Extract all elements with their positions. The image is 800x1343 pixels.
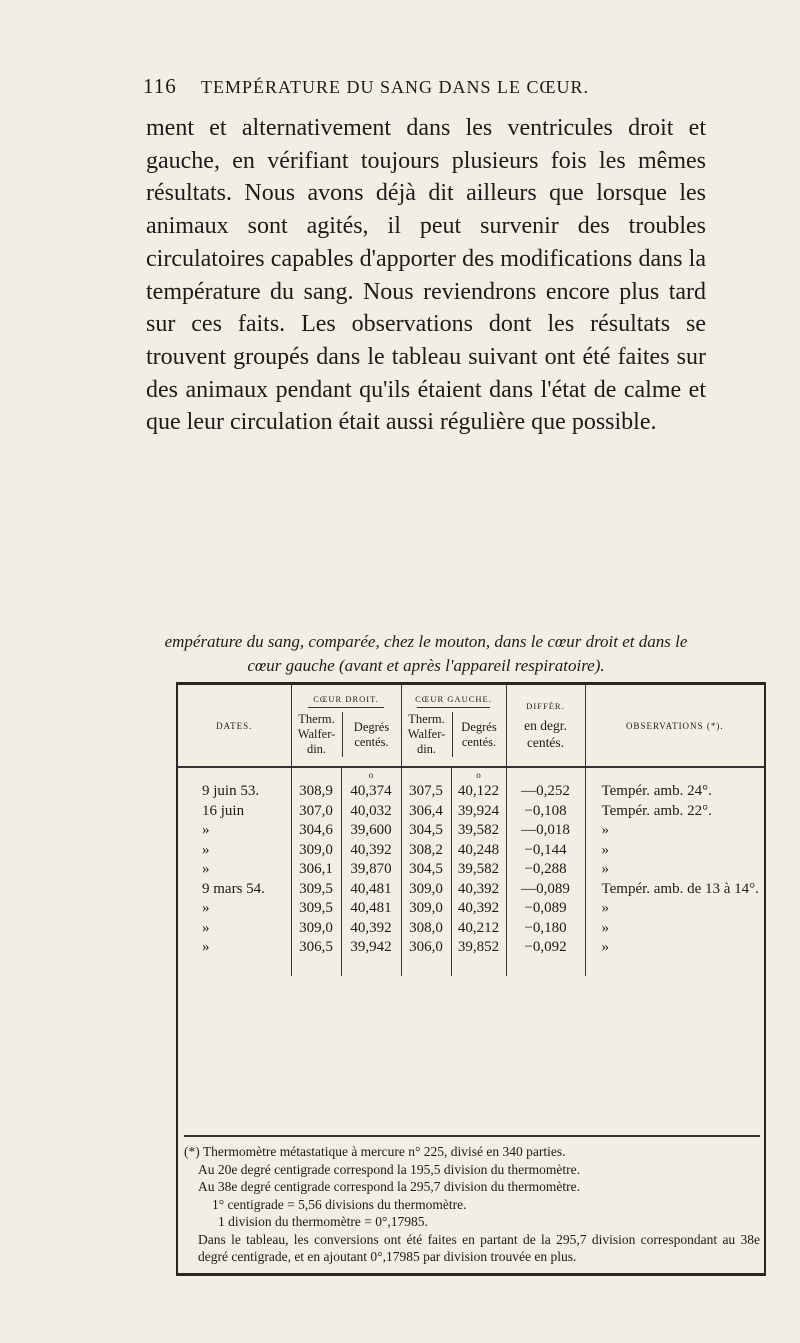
- running-title: TEMPÉRATURE DU SANG DANS LE CŒUR.: [201, 77, 590, 97]
- footnote-line: Dans le tableau, les conversions ont été faites en partant de la 295,7 division correspondant au 38e degré centigrade, et en ajoutant 0°,17985 par division trouvée en plus.: [198, 1231, 760, 1264]
- cell-date: »: [178, 860, 291, 880]
- cell-degres-left: 40,392: [451, 880, 506, 900]
- cell-degres-right: 40,481: [341, 899, 401, 919]
- cell-observation: Tempér. amb. 22°.: [601, 802, 712, 819]
- cell-therm-right: 304,6: [291, 821, 341, 841]
- cell-difference: —0,089: [506, 880, 585, 900]
- cell-observation: Tempér. amb. de 13 à 14°.: [601, 880, 759, 897]
- cell-difference: −0,144: [506, 841, 585, 861]
- footnote-line: (*) Thermomètre métastatique à mercure n° 225, divisé en 340 parties.: [184, 1144, 566, 1159]
- cell-degres-right: 39,600: [341, 821, 401, 841]
- col-group-right-heart: [291, 685, 401, 767]
- cell-observation: »: [601, 939, 609, 955]
- table-caption: empérature du sang, comparée, chez le mouton, dans le cœur droit et dans le cœur gauche (avant et après l'appareil respiratoire).: [164, 632, 688, 675]
- col-header-degres-left: Degrés centés.: [461, 719, 497, 749]
- cell-degres-left: 40,392: [451, 899, 506, 919]
- cell-observation: »: [601, 861, 609, 877]
- group-left-label: CŒUR GAUCHE.: [415, 694, 492, 704]
- cell-therm-right: 308,9: [291, 782, 341, 802]
- table-row: [178, 899, 764, 919]
- table-row: [178, 841, 764, 861]
- cell-degres-right: 40,374: [341, 782, 401, 802]
- cell-therm-left: 304,5: [401, 860, 451, 880]
- cell-difference: —0,252: [506, 782, 585, 802]
- cell-observation: »: [601, 919, 609, 936]
- cell-therm-right: 306,1: [291, 860, 341, 880]
- col-header-observations: OBSERVATIONS (*).: [625, 721, 724, 731]
- cell-date: »: [178, 841, 291, 861]
- table-row: [178, 802, 764, 822]
- table-header-row: [178, 685, 764, 767]
- cell-degres-right: 40,481: [341, 880, 401, 900]
- table-body: [178, 782, 764, 976]
- cell-degres-right: 40,032: [341, 802, 401, 822]
- cell-therm-right: 307,0: [291, 802, 341, 822]
- cell-therm-left: 307,5: [401, 782, 451, 802]
- page-number: 116: [143, 74, 177, 98]
- cell-degres-right: 39,942: [341, 938, 401, 958]
- cell-therm-left: 306,4: [401, 802, 451, 822]
- body-paragraph: ment et alternativement dans les ventricules droit et gauche, en vérifiant toujours plusieurs fois les mêmes résultats. Nous avons déjà dit ailleurs que lorsque les animaux sont agités, il peut survenir des troubles circulatoires capables d'apporter des modifications dans la température du sang. Nous reviendrons encore plus tard sur ces faits. Les observations dont les résultats se trouvent groupés dans le tableau suivant ont été faites sur des animaux pendant qu'ils étaient dans l'état de calme et que leur circulation était aussi régulière que possible.: [146, 115, 706, 436]
- table-footnote: [184, 1135, 760, 1266]
- col-header-dates: DATES.: [178, 685, 291, 767]
- table-row: [178, 782, 764, 802]
- cell-degres-right: 39,870: [341, 860, 401, 880]
- cell-therm-right: 309,5: [291, 899, 341, 919]
- cell-therm-left: 308,2: [401, 841, 451, 861]
- cell-difference: −0,288: [506, 860, 585, 880]
- cell-difference: −0,089: [506, 899, 585, 919]
- cell-degres-left: 39,852: [451, 938, 506, 958]
- cell-therm-left: 309,0: [401, 899, 451, 919]
- group-right-label: CŒUR DROIT.: [313, 694, 379, 704]
- cell-therm-right: 306,5: [291, 938, 341, 958]
- cell-degres-left: 39,582: [451, 860, 506, 880]
- cell-date: »: [178, 919, 291, 939]
- footnote-line: 1 division du thermomètre = 0°,17985.: [218, 1214, 428, 1229]
- col-header-degres-right: Degrés centés.: [353, 719, 390, 749]
- cell-therm-right: 309,0: [291, 919, 341, 939]
- degree-marker-row: [178, 767, 764, 782]
- cell-degres-right: 40,392: [341, 841, 401, 861]
- cell-degres-left: 40,122: [451, 782, 506, 802]
- cell-degres-right: 40,392: [341, 919, 401, 939]
- footnote-line: Au 20e degré centigrade correspond la 195,5 division du thermomètre.: [198, 1161, 581, 1177]
- cell-difference: −0,180: [506, 919, 585, 939]
- cell-therm-left: 309,0: [401, 880, 451, 900]
- cell-date: »: [178, 821, 291, 841]
- footnote-line: 1° centigrade = 5,56 divisions du thermomètre.: [212, 1196, 467, 1212]
- table-bottom-padding: [178, 958, 764, 976]
- data-table-frame: [176, 682, 766, 1276]
- cell-date: »: [178, 899, 291, 919]
- cell-date: »: [178, 938, 291, 958]
- temperature-table: [178, 685, 764, 976]
- cell-degres-left: 39,924: [451, 802, 506, 822]
- cell-difference: —0,018: [506, 821, 585, 841]
- footnote-line: Au 38e degré centigrade correspond la 295,7 division du thermomètre.: [198, 1179, 581, 1194]
- cell-therm-left: 304,5: [401, 821, 451, 841]
- cell-degres-left: 40,248: [451, 841, 506, 861]
- cell-observation: »: [601, 841, 609, 858]
- cell-therm-left: 308,0: [401, 919, 451, 939]
- cell-date: 9 juin 53.: [178, 782, 291, 802]
- cell-observation: »: [601, 822, 609, 838]
- col-header-differ: DIFFÉR. en degr. centés.: [506, 685, 585, 767]
- table-row: [178, 860, 764, 880]
- cell-degres-left: 40,212: [451, 919, 506, 939]
- degree-marker: o: [451, 767, 506, 782]
- cell-therm-left: 306,0: [401, 938, 451, 958]
- cell-difference: −0,108: [506, 802, 585, 822]
- cell-difference: −0,092: [506, 938, 585, 958]
- col-header-therm-left: Therm. Walfer-din.: [402, 712, 453, 757]
- col-header-therm-right: Therm. Walfer-din.: [292, 712, 343, 757]
- cell-therm-right: 309,5: [291, 880, 341, 900]
- cell-therm-right: 309,0: [291, 841, 341, 861]
- cell-observation: Tempér. amb. 24°.: [601, 783, 712, 799]
- col-group-left-heart: [401, 685, 506, 767]
- degree-marker: o: [341, 767, 401, 782]
- table-row: [178, 880, 764, 900]
- table-row: [178, 919, 764, 939]
- cell-observation: »: [601, 900, 609, 916]
- cell-date: 16 juin: [178, 802, 291, 822]
- cell-degres-left: 39,582: [451, 821, 506, 841]
- table-row: [178, 938, 764, 958]
- cell-date: 9 mars 54.: [178, 880, 291, 900]
- table-row: [178, 821, 764, 841]
- running-header: [143, 74, 703, 99]
